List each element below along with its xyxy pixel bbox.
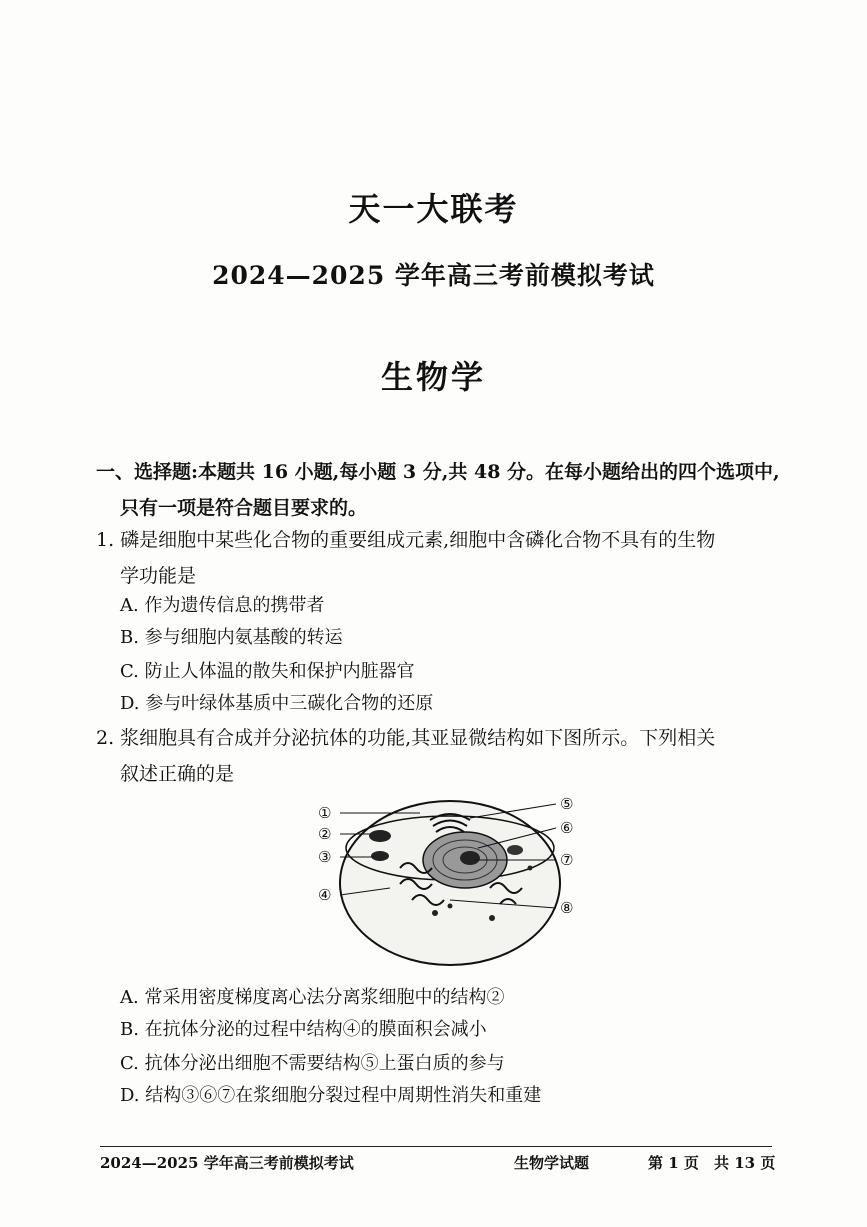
diagram-label-8: ⑧ (560, 899, 574, 917)
question-1-option-a: A. 作为遗传信息的携带者 (120, 595, 325, 616)
diagram-label-5: ⑤ (560, 795, 574, 813)
question-2-option-b: B. 在抗体分泌的过程中结构④的膜面积会减小 (120, 1019, 487, 1040)
exam-title: 2024—2025 学年高三考前模拟考试 (212, 261, 655, 290)
footer-page-number: 第 1 页 (648, 1154, 699, 1172)
diagram-label-7: ⑦ (560, 851, 574, 869)
plasma-cell-diagram (300, 788, 600, 968)
diagram-label-2: ② (318, 825, 332, 843)
subject-title: 生物学 (380, 358, 486, 396)
question-2-option-a: A. 常采用密度梯度离心法分离浆细胞中的结构② (120, 987, 505, 1008)
diagram-label-1: ① (318, 804, 332, 822)
org-title: 天一大联考 (348, 190, 519, 228)
section-instructions (96, 454, 786, 526)
footer-total-pages: 共 13 页 (714, 1154, 776, 1172)
question-1-stem-line-1: 1. 磷是细胞中某些化合物的重要组成元素,细胞中含磷化合物不具有的生物 (96, 529, 716, 551)
question-2-stem-line-2: 叙述正确的是 (120, 763, 235, 785)
diagram-label-6: ⑥ (560, 819, 574, 837)
question-2-option-d: D. 结构③⑥⑦在浆细胞分裂过程中周期性消失和重建 (120, 1085, 542, 1106)
question-1-stem-line-2: 学功能是 (120, 565, 197, 587)
footer-exam-name: 2024—2025 学年高三考前模拟考试 (100, 1154, 354, 1172)
question-1-option-b: B. 参与细胞内氨基酸的转运 (120, 627, 343, 648)
section-line-2: 只有一项是符合题目要求的。 (120, 497, 368, 519)
footer-subject: 生物学试题 (514, 1154, 590, 1172)
section-line-1: 一、选择题:本题共 16 小题,每小题 3 分,共 48 分。在每小题给出的四个选项中, (96, 461, 780, 483)
question-1-stem (96, 522, 786, 594)
question-1-option-d: D. 参与叶绿体基质中三碳化合物的还原 (120, 693, 434, 714)
footer-divider (100, 1146, 772, 1147)
question-1-option-c: C. 防止人体温的散失和保护内脏器官 (120, 661, 415, 682)
question-2-stem-line-1: 2. 浆细胞具有合成并分泌抗体的功能,其亚显微结构如下图所示。下列相关 (96, 727, 716, 749)
question-2-stem (96, 720, 786, 792)
question-2-option-c: C. 抗体分泌出细胞不需要结构⑤上蛋白质的参与 (120, 1053, 505, 1074)
diagram-label-3: ③ (318, 848, 332, 866)
diagram-label-4: ④ (318, 886, 332, 904)
